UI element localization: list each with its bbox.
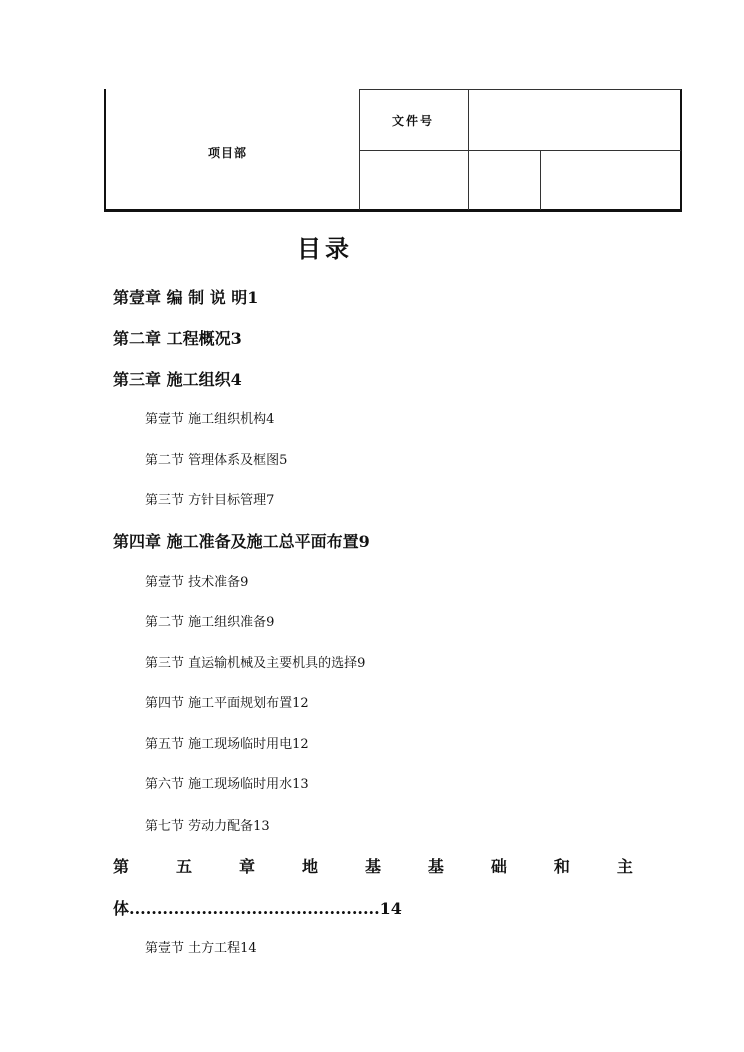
toc-chapter-4[interactable]: 第四章 施工准备及施工总平面布置9 xyxy=(113,532,370,551)
table-bottom-border xyxy=(104,209,682,212)
toc-section[interactable]: 第二节 管理体系及框图5 xyxy=(145,453,288,468)
toc-section[interactable]: 第壹节 施工组织机构4 xyxy=(145,412,275,427)
toc-section[interactable]: 第壹节 土方工程14 xyxy=(145,941,257,956)
chapter-5-char: 础 xyxy=(490,857,507,876)
chapter-5-char: 章 xyxy=(238,857,255,876)
toc-chapter-5-continuation[interactable]: 体.............................................14 xyxy=(113,899,402,918)
toc-chapter-1[interactable]: 第壹章 编 制 说 明1 xyxy=(113,288,259,307)
toc-section[interactable]: 第壹节 技术准备9 xyxy=(145,575,249,590)
toc-section[interactable]: 第四节 施工平面规划布置12 xyxy=(145,696,309,711)
chapter-5-char: 地 xyxy=(301,857,318,876)
table-left-border xyxy=(104,89,106,212)
toc-section[interactable]: 第三节 直运输机械及主要机具的选择9 xyxy=(145,656,366,671)
toc-section[interactable]: 第六节 施工现场临时用水13 xyxy=(145,777,309,792)
department-label: 项目部 xyxy=(208,146,248,160)
table-divider xyxy=(540,151,541,210)
chapter-5-char: 五 xyxy=(175,857,192,876)
toc-section[interactable]: 第三节 方针目标管理7 xyxy=(145,493,275,508)
chapter-5-char: 第 xyxy=(113,857,130,876)
toc-chapter-5[interactable] xyxy=(113,854,633,877)
document-number-label: 文件号 xyxy=(392,114,435,128)
table-divider xyxy=(359,150,681,151)
table-divider xyxy=(468,89,469,210)
chapter-5-char: 基 xyxy=(427,857,444,876)
toc-section[interactable]: 第二节 施工组织准备9 xyxy=(145,615,275,630)
table-divider xyxy=(359,89,681,90)
chapter-5-char: 和 xyxy=(553,857,570,876)
chapter-5-char: 基 xyxy=(364,857,381,876)
header-table xyxy=(104,89,682,212)
chapter-5-char: 主 xyxy=(616,857,633,876)
toc-title: 目录 xyxy=(297,235,353,263)
toc-chapter-3[interactable]: 第三章 施工组织4 xyxy=(113,370,242,389)
toc-chapter-2[interactable]: 第二章 工程概况3 xyxy=(113,329,242,348)
toc-section[interactable]: 第五节 施工现场临时用电12 xyxy=(145,737,309,752)
toc-section[interactable]: 第七节 劳动力配备13 xyxy=(145,819,270,834)
